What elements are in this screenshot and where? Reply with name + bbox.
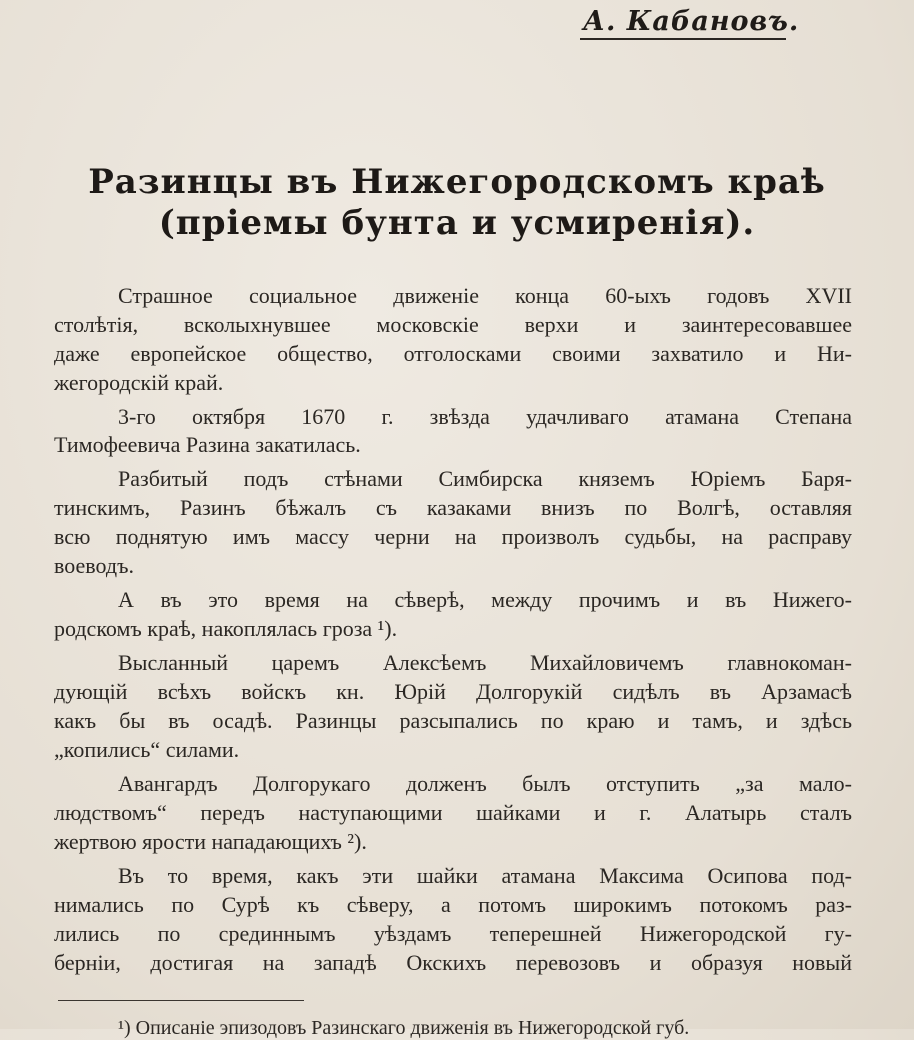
body-line: Разбитый подъ стѣнами Симбирска княземъ Юріемъ Баря-	[118, 466, 852, 491]
author-underline	[580, 38, 786, 40]
body-line: лились по срединнымъ уѣздамъ теперешней Нижегородской гу-	[54, 921, 852, 946]
body-line: Авангардъ Долгорукаго долженъ былъ отступить „за мало-	[118, 771, 852, 796]
body-line: жегородскій край.	[54, 370, 224, 395]
body-line: „копились“ силами.	[54, 737, 240, 762]
body-line: родскомъ краѣ, накоплялась гроза ¹).	[54, 616, 398, 641]
body-line: А въ это время на сѣверѣ, между прочимъ и въ Нижего-	[118, 587, 852, 612]
body-line: дующій всѣхъ войскъ кн. Юрій Долгорукій сидѣлъ въ Арзамасѣ	[54, 679, 852, 704]
footnote-divider	[58, 1000, 304, 1001]
title-line-1: Разинцы въ Нижегородскомъ краѣ	[88, 162, 826, 202]
body-line: берніи, достигая на западѣ Окскихъ перевозовъ и образуя новый	[54, 950, 852, 975]
body-line: столѣтія, всколыхнувшее московскіе верхи и заинтересовавшее	[54, 312, 852, 337]
body-line: Страшное социальное движеніе конца 60-ыхъ годовъ XVII	[118, 283, 852, 308]
body-line: даже европейское общество, отголосками своими захватило и Ни-	[54, 341, 852, 366]
body-line: Тимофеевича Разина закатилась.	[54, 432, 361, 457]
body-line: всю поднятую имъ массу черни на произволъ судьбы, на расправу	[54, 524, 852, 549]
body-line: Высланный царемъ Алексѣемъ Михайловичемъ главнокоман-	[118, 650, 852, 675]
body-line: 3-го октября 1670 г. звѣзда удачливаго атамана Степана	[118, 404, 852, 429]
body-line: воеводъ.	[54, 553, 134, 578]
body-line: какъ бы въ осадѣ. Разинцы разсыпались по краю и тамъ, и здѣсь	[54, 708, 852, 733]
body-line: нимались по Сурѣ къ сѣверу, а потомъ широкимъ потокомъ раз-	[54, 892, 852, 917]
body-line: людствомъ“ передъ наступающими шайками и г. Алатырь сталъ	[54, 800, 852, 825]
body-line: жертвою ярости нападающихъ ²).	[54, 829, 367, 854]
body-line: тинскимъ, Разинъ бѣжалъ съ казаками внизъ по Волгѣ, оставляя	[54, 495, 852, 520]
title-line-2: (пріемы бунта и усмиренія).	[158, 203, 756, 243]
author-signature: А. Кабановъ.	[583, 6, 800, 37]
footnote: ¹) Описаніе эпизодовъ Разинскаго движенія въ Нижегородской губ.	[118, 1017, 690, 1039]
body-line: Въ то время, какъ эти шайки атамана Максима Осипова под-	[118, 863, 852, 888]
